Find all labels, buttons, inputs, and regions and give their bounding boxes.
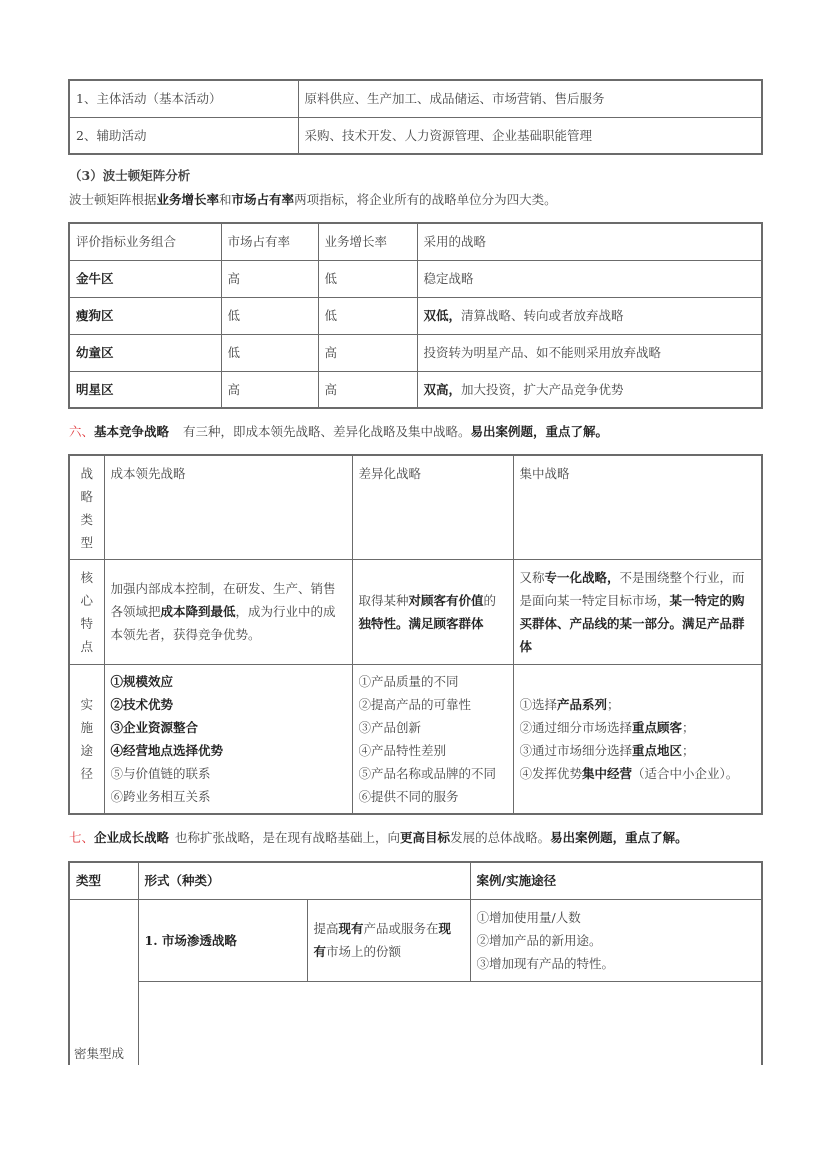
intro-text: 和 <box>219 192 232 207</box>
section-note: 易出案例题，重点了解。 <box>470 424 609 439</box>
share-cell: 低 <box>221 334 318 371</box>
path-cell <box>513 664 762 814</box>
path-item: ④产品特性差别 <box>358 742 447 758</box>
growth-cell: 低 <box>318 260 417 297</box>
intro-text: 两项指标，将企业所有的战略单位分为四大类。 <box>294 192 557 207</box>
intro-text: 波士顿矩阵根据 <box>69 192 157 207</box>
table-row <box>69 981 762 1065</box>
form-cell: 1. 市场渗透战略 <box>138 899 307 981</box>
table-row <box>69 260 762 297</box>
path-cell <box>104 664 352 814</box>
feature-bold: 独特性。满足顾客群体 <box>358 615 484 631</box>
path-text: ； <box>682 719 695 735</box>
feature-cell <box>513 559 762 664</box>
zone-cell: 瘦狗区 <box>69 297 221 334</box>
path-item: ④经营地点选择优势 <box>110 742 224 758</box>
cases-cell <box>470 899 762 981</box>
path-item: ①产品质量的不同 <box>358 673 459 689</box>
section-title: 基本竞争战略 <box>94 424 170 439</box>
path-item: ⑥跨业务相互关系 <box>110 788 211 804</box>
feature-cell <box>352 559 513 664</box>
section-note: 易出案例题，重点了解。 <box>550 830 688 845</box>
section-number: 七、 <box>69 830 95 845</box>
strategy-bold: 双低， <box>423 308 462 323</box>
share-cell: 低 <box>221 297 318 334</box>
type-cell: 密集型成 <box>69 899 138 1065</box>
section-desc: 也称扩张战略，是在现有战略基础上，向 <box>175 830 401 845</box>
path-text: （适合中小企业）。 <box>632 765 739 781</box>
desc-text: 产品或服务在 <box>363 921 439 936</box>
feature-text: 的 <box>483 592 497 608</box>
case-item: ②增加产品的新用途。 <box>476 932 602 948</box>
path-text: ①选择 <box>519 696 558 712</box>
zone-cell: 金牛区 <box>69 260 221 297</box>
strategy-cell <box>417 297 762 334</box>
feature-text: 加强内部成本控制，在研发、生产、销售各领域把 <box>110 581 336 619</box>
table-header-row <box>69 862 762 899</box>
table-row <box>69 371 762 408</box>
case-item: ③增加现有产品的特性。 <box>476 955 615 971</box>
zone-cell: 幼童区 <box>69 334 221 371</box>
feature-text: 不是围绕整个行业，而是面向某一特定目标市场， <box>519 569 745 608</box>
desc-bold: 现有 <box>338 921 364 936</box>
path-item: ②技术优势 <box>110 696 174 712</box>
row-label-text: 核心特点 <box>80 569 93 654</box>
zone-cell: 明星区 <box>69 371 221 408</box>
strategy-cell <box>417 334 762 371</box>
header-cell: 案例/实施途径 <box>470 862 762 899</box>
section-number: 六、 <box>69 424 95 439</box>
path-item <box>520 739 756 762</box>
path-bold: 重点顾客 <box>632 719 683 735</box>
header-cell: 形式（种类） <box>138 862 470 899</box>
path-item: ⑤产品名称或品牌的不同 <box>358 765 497 781</box>
activity-content: 采购、技术开发、人力资源管理、企业基础职能管理 <box>298 117 762 154</box>
growth-cell: 低 <box>318 297 417 334</box>
strategy-type-row <box>69 455 762 559</box>
strategy-bold: 双高， <box>423 381 462 397</box>
feature-text: 取得某种 <box>358 592 409 608</box>
feature-bold: 对顾客有价值 <box>408 592 484 608</box>
growth-cell: 高 <box>318 334 417 371</box>
desc-text: 市场上的份额 <box>326 944 402 959</box>
table-row <box>69 899 762 981</box>
header-cell: 类型 <box>69 862 138 899</box>
path-item: ⑤与价值链的联系 <box>110 765 211 781</box>
strategy-cell <box>417 260 762 297</box>
row-label <box>69 455 104 559</box>
share-cell: 高 <box>221 371 318 408</box>
path-item <box>520 693 756 716</box>
feature-bold: 专一化战略， <box>544 569 620 585</box>
activity-label: 1、主体活动（基本活动） <box>69 80 298 117</box>
implementation-row <box>69 664 762 814</box>
path-text: ； <box>607 696 620 712</box>
header-cell: 市场占有率 <box>221 223 318 260</box>
path-bold: 重点地区 <box>632 742 683 758</box>
path-item: ⑥提供不同的服务 <box>358 788 459 804</box>
intro-bold: 市场占有率 <box>231 192 295 207</box>
path-bold: 产品系列 <box>557 696 608 712</box>
section-desc: 发展的总体战略。 <box>450 830 551 845</box>
desc-bold: 现有 <box>313 921 452 959</box>
header-cell: 业务增长率 <box>318 223 417 260</box>
path-item <box>520 716 756 739</box>
growth-strategy-table <box>68 861 763 1065</box>
activity-content: 原料供应、生产加工、成品储运、市场营销、售后服务 <box>298 80 762 117</box>
case-item: ①增加使用量/人数 <box>476 909 581 925</box>
strategy-cell <box>417 371 762 408</box>
growth-cell: 高 <box>318 371 417 408</box>
strategy-text: 投资转为明星产品、如不能则采用放弃战略 <box>423 345 662 360</box>
path-item: ③企业资源整合 <box>110 719 199 735</box>
path-item: ①规模效应 <box>110 673 174 689</box>
type-cell: 集中战略 <box>513 455 762 559</box>
bcg-intro <box>69 190 557 208</box>
path-text: ③通过市场细分选择 <box>519 742 633 758</box>
header-cell: 评价指标业务组合 <box>69 223 221 260</box>
strategy-text: 加大投资，扩大产品竞争优势 <box>461 381 624 397</box>
table-row <box>69 297 762 334</box>
path-item: ②提高产品的可靠性 <box>358 696 472 712</box>
strategy-text: 稳定战略 <box>423 271 474 286</box>
type-cell: 差异化战略 <box>352 455 513 559</box>
strategy-text: 清算战略、转向或者放弃战略 <box>461 308 624 323</box>
feature-cell <box>104 559 352 664</box>
value-chain-table <box>68 79 763 155</box>
path-bold: 集中经营 <box>582 765 633 781</box>
empty-cell <box>138 981 762 1065</box>
row-label-text: 实施途径 <box>80 696 93 781</box>
row-label <box>69 664 104 814</box>
feature-bold: 某一特定的购买群体、产品线的某一部分。满足产品群体 <box>519 592 745 654</box>
table-row <box>69 80 762 117</box>
share-cell: 高 <box>221 260 318 297</box>
table-row <box>69 334 762 371</box>
row-label <box>69 559 104 664</box>
section-desc-bold: 更高目标 <box>400 830 451 845</box>
type-cell: 成本领先战略 <box>104 455 352 559</box>
competitive-strategy-table <box>68 454 763 815</box>
path-text: ④发挥优势 <box>519 765 583 781</box>
section-desc: 有三种，即成本领先战略、差异化战略及集中战略。 <box>183 424 471 439</box>
bcg-heading: （3）波士顿矩阵分析 <box>69 168 191 183</box>
intro-bold: 业务增长率 <box>156 192 220 207</box>
path-cell <box>352 664 513 814</box>
path-item: ③产品创新 <box>358 719 422 735</box>
feature-text: 又称 <box>519 569 545 585</box>
header-cell: 采用的战略 <box>417 223 762 260</box>
form-desc-cell <box>307 899 470 981</box>
table-header-row <box>69 223 762 260</box>
table-row <box>69 117 762 154</box>
path-text: ； <box>682 742 695 758</box>
section-title: 企业成长战略 <box>94 830 170 845</box>
bcg-matrix-table <box>68 222 763 409</box>
section-7-heading <box>69 828 688 846</box>
core-feature-row <box>69 559 762 664</box>
row-label-text: 战略类型 <box>80 466 93 550</box>
feature-bold: 成本降到最低 <box>160 604 236 619</box>
section-6-heading <box>69 422 608 440</box>
path-item <box>520 762 756 785</box>
path-text: ②通过细分市场选择 <box>519 719 633 735</box>
activity-label: 2、辅助活动 <box>69 117 298 154</box>
desc-text: 提高 <box>313 921 339 936</box>
feature-text: ，成为行业中的成本领先者，获得竞争优势。 <box>110 604 336 642</box>
